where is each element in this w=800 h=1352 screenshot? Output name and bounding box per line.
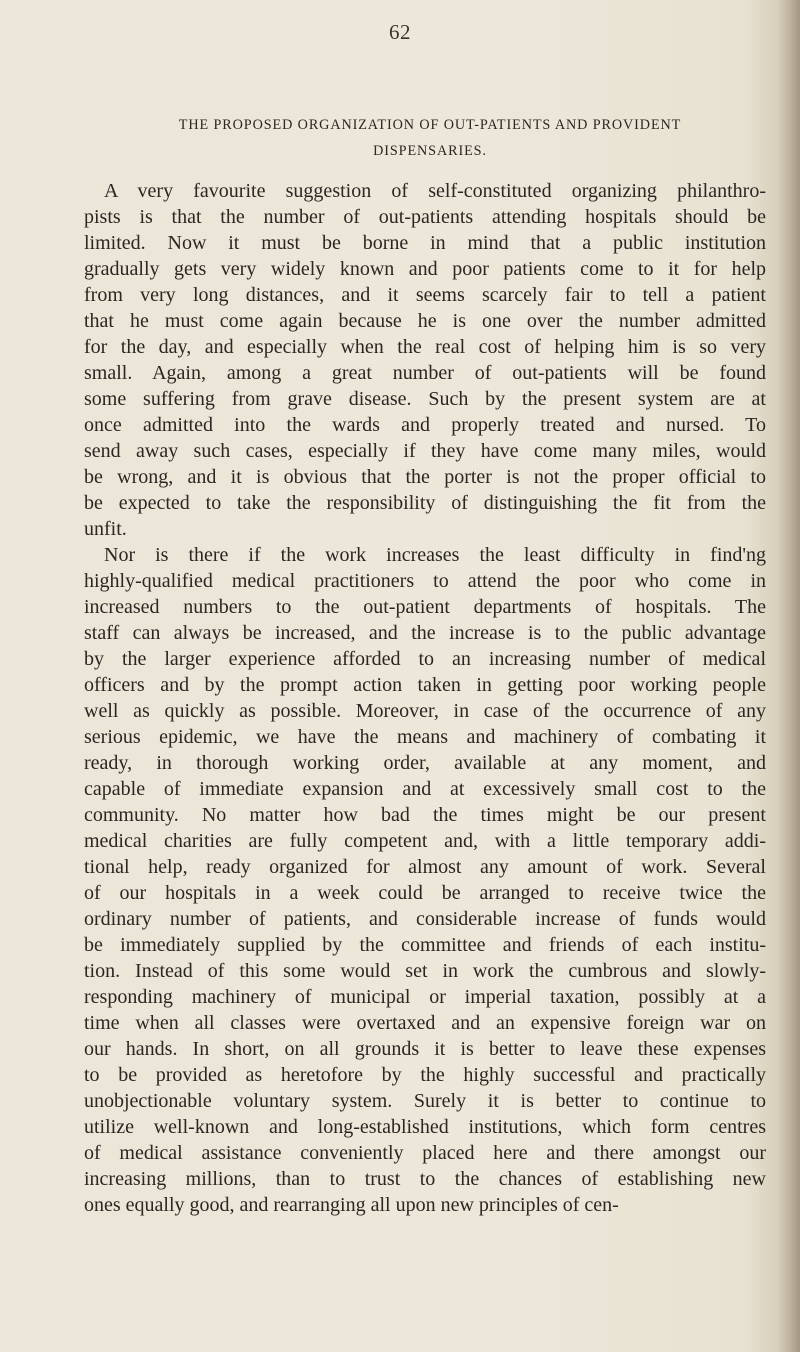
text-line: A very favourite suggestion of self-constituted organizing philanthro- bbox=[104, 180, 766, 202]
text-line: tion. Instead of this some would set in work the cumbrous and slowly- bbox=[84, 960, 766, 982]
text-line: unobjectionable voluntary system. Surely it is better to continue to bbox=[84, 1090, 766, 1112]
text-line: our hands. In short, on all grounds it is better to leave these expenses bbox=[84, 1038, 766, 1060]
text-line: small. Again, among a great number of out-patients will be found bbox=[84, 362, 766, 384]
text-line: be wrong, and it is obvious that the porter is not the proper official to bbox=[84, 466, 766, 488]
text-line: serious epidemic, we have the means and machinery of combating it bbox=[84, 726, 766, 748]
text-line: some suffering from grave disease. Such by the present system are at bbox=[84, 388, 766, 410]
text-line: highly-qualified medical practitioners to attend the poor who come in bbox=[84, 570, 766, 592]
text-line: well as quickly as possible. Moreover, in case of the occurrence of any bbox=[84, 700, 766, 722]
section-heading-line-2: DISPENSARIES. bbox=[373, 143, 487, 159]
text-line: of medical assistance conveniently placed here and there amongst our bbox=[84, 1142, 766, 1164]
text-line: limited. Now it must be borne in mind that a public institution bbox=[84, 232, 766, 254]
text-line: responding machinery of municipal or imperial taxation, possibly at a bbox=[84, 986, 766, 1008]
text-line: staff can always be increased, and the increase is to the public advantage bbox=[84, 622, 766, 644]
text-line: medical charities are fully competent and, with a little temporary addi- bbox=[84, 830, 766, 852]
text-line: from very long distances, and it seems scarcely fair to tell a patient bbox=[84, 284, 766, 306]
text-line: capable of immediate expansion and at excessively small cost to the bbox=[84, 778, 766, 800]
section-heading-line-1: THE PROPOSED ORGANIZATION OF OUT-PATIENTS AND PROVIDENT bbox=[178, 117, 682, 133]
text-line: ready, in thorough working order, available at any moment, and bbox=[84, 752, 766, 774]
page-number: 62 bbox=[389, 20, 411, 44]
text-line: to be provided as heretofore by the highly successful and practically bbox=[84, 1064, 766, 1086]
text-line: increasing millions, than to trust to the chances of establishing new bbox=[84, 1168, 766, 1190]
text-line: be expected to take the responsibility of distinguishing the fit from the bbox=[84, 492, 766, 514]
text-line: once admitted into the wards and properly treated and nursed. To bbox=[84, 414, 766, 436]
text-line: tional help, ready organized for almost any amount of work. Several bbox=[84, 856, 766, 878]
text-line: pists is that the number of out-patients attending hospitals should be bbox=[84, 206, 766, 228]
page-edge-shadow bbox=[778, 0, 800, 1352]
text-line: be immediately supplied by the committee and friends of each institu- bbox=[84, 934, 766, 956]
text-line: Nor is there if the work increases the least difficulty in find'ng bbox=[104, 544, 766, 566]
text-line: officers and by the prompt action taken in getting poor working people bbox=[84, 674, 766, 696]
text-line: increased numbers to the out-patient departments of hospitals. The bbox=[84, 596, 766, 618]
text-line: utilize well-known and long-established institutions, which form centres bbox=[84, 1116, 766, 1138]
text-line: send away such cases, especially if they have come many miles, would bbox=[84, 440, 766, 462]
text-line: that he must come again because he is one over the number admitted bbox=[84, 310, 766, 332]
text-line: for the day, and especially when the real cost of helping him is so very bbox=[84, 336, 766, 358]
text-line: gradually gets very widely known and poor patients come to it for help bbox=[84, 258, 766, 280]
text-line: community. No matter how bad the times might be our present bbox=[84, 804, 766, 826]
text-line: ordinary number of patients, and considerable increase of funds would bbox=[84, 908, 766, 930]
text-line: by the larger experience afforded to an increasing number of medical bbox=[84, 648, 766, 670]
text-line: time when all classes were overtaxed and an expensive foreign war on bbox=[84, 1012, 766, 1034]
text-line: of our hospitals in a week could be arranged to receive twice the bbox=[84, 882, 766, 904]
text-line: ones equally good, and rearranging all upon new principles of cen- bbox=[84, 1194, 619, 1216]
text-line: unfit. bbox=[84, 518, 127, 540]
